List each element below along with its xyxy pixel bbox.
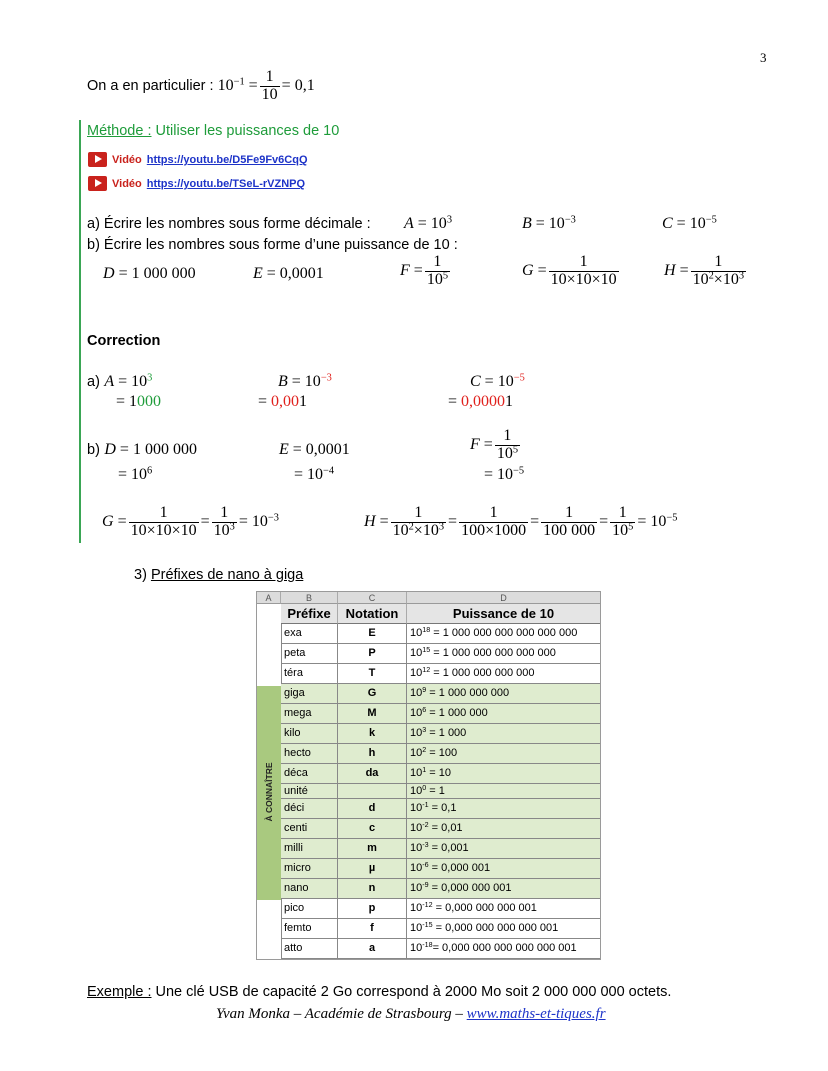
- correction-b-label: b): [87, 442, 100, 458]
- notation-cell: p: [338, 899, 407, 918]
- power-cell: $10^9 = 1$ 000 000 000: [410, 686, 510, 699]
- notation-cell: d: [338, 799, 407, 818]
- power-cell: $10^{-1} = 0,1$: [410, 801, 457, 814]
- correction-h: H = $\frac{1}{10^2\times 10^3}$ = $\frac{1}{100\times 1000}$ = $\frac{1}{100 000}$ = $\frac{1}{10^5}$ = $10^{-5}$: [364, 504, 678, 539]
- correction-g: G = $\frac{1}{10\times 10\times 10}$ = $\frac{1}{10^3}$ = $10^{-3}$: [102, 504, 279, 539]
- col-letter-d: D: [407, 592, 600, 604]
- intro-formula: $10^{-1}$ = $\frac{1}{10}$ = 0,1: [217, 68, 315, 103]
- correction-e-formula: E = 0,0001: [279, 441, 350, 458]
- notation-cell: k: [338, 724, 407, 743]
- power-cell: $10^{-15} = 0,000$ 000 000 000 001: [410, 921, 559, 934]
- notation-cell: M: [338, 704, 407, 723]
- power-cell: $10^1 = 10$: [410, 766, 452, 779]
- notation-cell: T: [338, 664, 407, 683]
- notation-cell: da: [338, 764, 407, 783]
- prefix-cell: atto: [281, 939, 338, 958]
- notation-cell: c: [338, 819, 407, 838]
- power-cell: $10^{18} = 1$ 000 000 000 000 000 000: [410, 626, 578, 639]
- footer: [216, 1006, 606, 1023]
- prefix-cell: déci: [281, 799, 338, 818]
- video-label: Vidéo: [112, 153, 142, 166]
- exercise-a: a) Écrire les nombres sous forme décimale :: [87, 216, 371, 232]
- col-letter-b: B: [281, 592, 338, 604]
- video-link-1[interactable]: https://youtu.be/D5Fe9Fv6CqQ: [146, 153, 308, 166]
- intro-line: [87, 66, 315, 106]
- formula-D: D = 1 000 000: [103, 265, 196, 282]
- side-blank-bottom: [257, 900, 282, 959]
- correction-a-label: a): [87, 374, 100, 390]
- table-row: [281, 664, 600, 684]
- know-side-label: À CONNAÎTRE: [264, 762, 274, 822]
- example-label: Exemple :: [87, 984, 152, 1000]
- correction-c-result: = 0,00001: [448, 393, 514, 410]
- notation-cell: h: [338, 744, 407, 763]
- play-icon[interactable]: [88, 176, 107, 191]
- method-title: [87, 123, 339, 139]
- header-power: Puissance de 10: [407, 604, 600, 624]
- table-row: [281, 764, 600, 784]
- power-cell: $10^{-9} = 0,000$ 000 001: [410, 881, 512, 894]
- section-3-number: 3): [134, 567, 147, 583]
- power-cell: $10^6 = 1$ 000 000: [410, 706, 488, 719]
- method-text: Utiliser les puissances de 10: [155, 123, 340, 139]
- table-row: [281, 899, 600, 919]
- notation-cell: G: [338, 684, 407, 703]
- prefix-cell: micro: [281, 859, 338, 878]
- prefix-table: [256, 591, 601, 960]
- section-3-heading: [134, 567, 303, 583]
- header-notation: Notation: [338, 604, 407, 624]
- footer-link[interactable]: www.maths-et-tiques.fr: [466, 1006, 606, 1022]
- exercise-b: b) Écrire les nombres sous forme d’une puissance de 10 :: [87, 237, 458, 253]
- power-cell: $10^{-3} = 0,001$: [410, 841, 469, 854]
- col-letter-c: C: [338, 592, 407, 604]
- correction-e-result: = $10^{-4}$: [294, 465, 335, 483]
- formula-H: H = $\frac{1}{10^2\times 10^3}$: [664, 253, 745, 288]
- prefix-cell: pico: [281, 899, 338, 918]
- correction-f-formula: F = $\frac{1}{10^5}$: [470, 427, 519, 462]
- play-icon[interactable]: [88, 152, 107, 167]
- table-row: [281, 724, 600, 744]
- video-link-row-2: [88, 175, 305, 193]
- table-row: [281, 819, 600, 839]
- notation-cell: [338, 784, 407, 798]
- prefix-cell: peta: [281, 644, 338, 663]
- video-label: Vidéo: [112, 177, 142, 190]
- formula-B: $B = 10^{-3}$: [522, 214, 576, 232]
- correction-d-line1: b) D = 1 000 000: [87, 441, 197, 458]
- example-line: [87, 984, 671, 1000]
- formula-G: G = $\frac{1}{10\times 10\times 10}$: [522, 253, 617, 288]
- correction-a-result: = 1000: [116, 393, 162, 410]
- page-number: 3: [760, 50, 767, 65]
- intro-text: On a en particulier :: [87, 78, 218, 94]
- prefix-cell: exa: [281, 624, 338, 643]
- prefix-cell: hecto: [281, 744, 338, 763]
- table-row: [281, 744, 600, 764]
- prefix-cell: giga: [281, 684, 338, 703]
- power-cell: $10^0 = 1$: [410, 784, 445, 797]
- table-row: [281, 704, 600, 724]
- formula-F: F = $\frac{1}{10^5}$: [400, 253, 449, 288]
- table-row: [281, 839, 600, 859]
- col-letter-a: A: [257, 592, 281, 604]
- correction-a-line1: a) $A = 10^3$: [87, 372, 153, 390]
- table-row: [281, 799, 600, 819]
- prefix-cell: téra: [281, 664, 338, 683]
- power-cell: $10^3 = 1$ 000: [410, 726, 467, 739]
- notation-cell: f: [338, 919, 407, 938]
- power-cell: $10^{12} = 1$ 000 000 000 000: [410, 666, 535, 679]
- prefix-cell: kilo: [281, 724, 338, 743]
- notation-cell: n: [338, 879, 407, 898]
- table-row: [281, 919, 600, 939]
- power-cell: $10^{-2} = 0,01$: [410, 821, 463, 834]
- table-row: [281, 684, 600, 704]
- prefix-cell: femto: [281, 919, 338, 938]
- correction-b-result: = 0,001: [258, 393, 308, 410]
- correction-f-result: = $10^{-5}$: [484, 465, 525, 483]
- table-row: [281, 939, 600, 959]
- notation-cell: E: [338, 624, 407, 643]
- correction-b-formula: $B = 10^{-3}$: [278, 372, 332, 390]
- correction-c-formula: $C = 10^{-5}$: [470, 372, 525, 390]
- prefix-cell: nano: [281, 879, 338, 898]
- video-link-row-1: [88, 151, 308, 169]
- section-3-title: Préfixes de nano à giga: [150, 567, 304, 583]
- prefix-cell: unité: [281, 784, 338, 798]
- table-row: [281, 859, 600, 879]
- formula-A: $A = 10^3$: [404, 214, 453, 232]
- notation-cell: m: [338, 839, 407, 858]
- power-cell: $10^2 = 100$: [410, 746, 458, 759]
- prefix-cell: déca: [281, 764, 338, 783]
- table-row: [281, 644, 600, 664]
- correction-d-result: = $10^6$: [118, 465, 153, 483]
- formula-C: $C = 10^{-5}$: [662, 214, 717, 232]
- correction-title: Correction: [87, 333, 161, 349]
- table-row: [281, 624, 600, 644]
- prefix-cell: milli: [281, 839, 338, 858]
- formula-E: E = 0,0001: [253, 265, 324, 282]
- method-bar: [79, 120, 81, 543]
- notation-cell: µ: [338, 859, 407, 878]
- footer-author: Yvan Monka – Académie de Strasbourg –: [216, 1006, 467, 1022]
- side-blank-top: [257, 604, 282, 686]
- power-cell: $10^{-12} = 0,000$ 000 000 001: [410, 901, 537, 914]
- header-prefix: Préfixe: [281, 604, 338, 624]
- method-label: Méthode :: [87, 123, 152, 139]
- video-link-2[interactable]: https://youtu.be/TSeL-rVZNPQ: [146, 177, 306, 190]
- power-cell: $10^{-18}= 0,000$ 000 000 000 000 001: [410, 941, 577, 954]
- notation-cell: P: [338, 644, 407, 663]
- example-text: Une clé USB de capacité 2 Go correspond à 2000 Mo soit 2 000 000 000 octets.: [151, 984, 672, 1000]
- power-cell: $10^{-6} = 0,000$ 001: [410, 861, 491, 874]
- table-row: [281, 784, 600, 799]
- notation-cell: a: [338, 939, 407, 958]
- prefix-cell: centi: [281, 819, 338, 838]
- prefix-cell: mega: [281, 704, 338, 723]
- table-row: [281, 879, 600, 899]
- power-cell: $10^{15} = 1$ 000 000 000 000 000: [410, 646, 556, 659]
